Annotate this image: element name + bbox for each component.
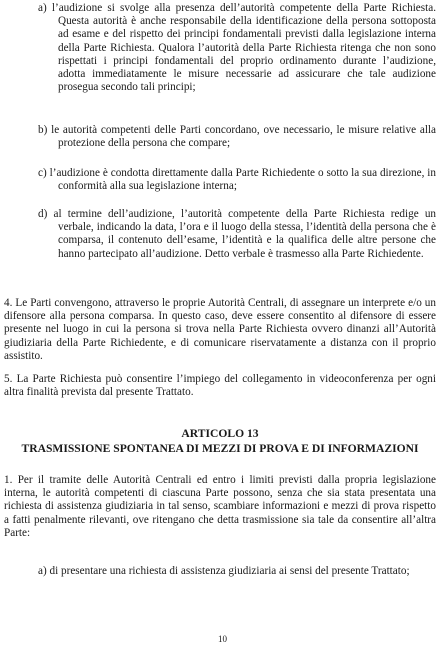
paragraph-1: 1. Per il tramite delle Autorità Centrali ed entro i limiti previsti dalla propria legislazione interna, le autorità competenti di ciascuna Parte possono, senza che sia stata presentata una richiesta di assistenza giudiziaria in tal senso, scambiare informazioni e mezzi di prova rispetto a fatti penalmente rilevanti, ove ritengano che detta trasmissione sia tale da consentire all’altra Parte: [4, 474, 436, 539]
article-title: ARTICOLO 13 [181, 427, 259, 440]
list-item-a: a) l’audizione si svolge alla presenza dell’autorità competente della Parte Richiesta. Questa autorità è anche responsabile della identificazione della persona sottoposta ad esame e del rispetto dei principi fondamentali previsti dalla legislazione interna della Parte Richiesta. Qualora l’autorità della Parte Richiesta ritenga che non sono rispettati i principi fondamentali del proprio ordinamento durante l’audizione, adotta immediatamente le misure necessarie ad assicurare che tale audizione prosegua secondo tali principi; [38, 2, 436, 94]
list-item-d: d) al termine dell’audizione, l’autorità competente della Parte Richiesta redige un verbale, indicando la data, l’ora e il luogo della stessa, l’identità della persona che è comparsa, il contenuto dell’esame, l’identità e la qualifica delle altre persone che hanno partecipato all’audizione. Detto verbale è trasmesso alla Parte Richiedente. [38, 208, 437, 260]
article-subtitle: TRASMISSIONE SPONTANEA DI MEZZI DI PROVA E DI INFORMAZIONI [21, 442, 419, 455]
paragraph-5: 5. La Parte Richiesta può consentire l’impiego del collegamento in videoconferenza per ogni altra finalità prevista dal presente Trattato. [4, 373, 436, 399]
list-item-b: b) le autorità competenti delle Parti concordano, ove necessario, le misure relative alla protezione della persona che compare; [38, 124, 436, 150]
paragraph-4: 4. Le Parti convengono, attraverso le proprie Autorità Centrali, di assegnare un interprete e/o un difensore alla persona comparsa. In questo caso, deve essere consentito al difensore di essere presente nel luogo in cui la persona si trova nella Parte Richiesta ovvero dinanzi all’Autorità giudiziaria della Parte Richiedente, e di comunicare riservatamente a distanza con il proprio assistito. [4, 297, 436, 362]
list-item-a-bottom: a) di presentare una richiesta di assistenza giudiziaria ai sensi del presente Trattato; [38, 565, 410, 577]
list-item-c: c) l’audizione è condotta direttamente dalla Parte Richiedente o sotto la sua direzione, in conformità alla sua legislazione interna; [38, 167, 436, 193]
page-number: 10 [218, 634, 227, 644]
